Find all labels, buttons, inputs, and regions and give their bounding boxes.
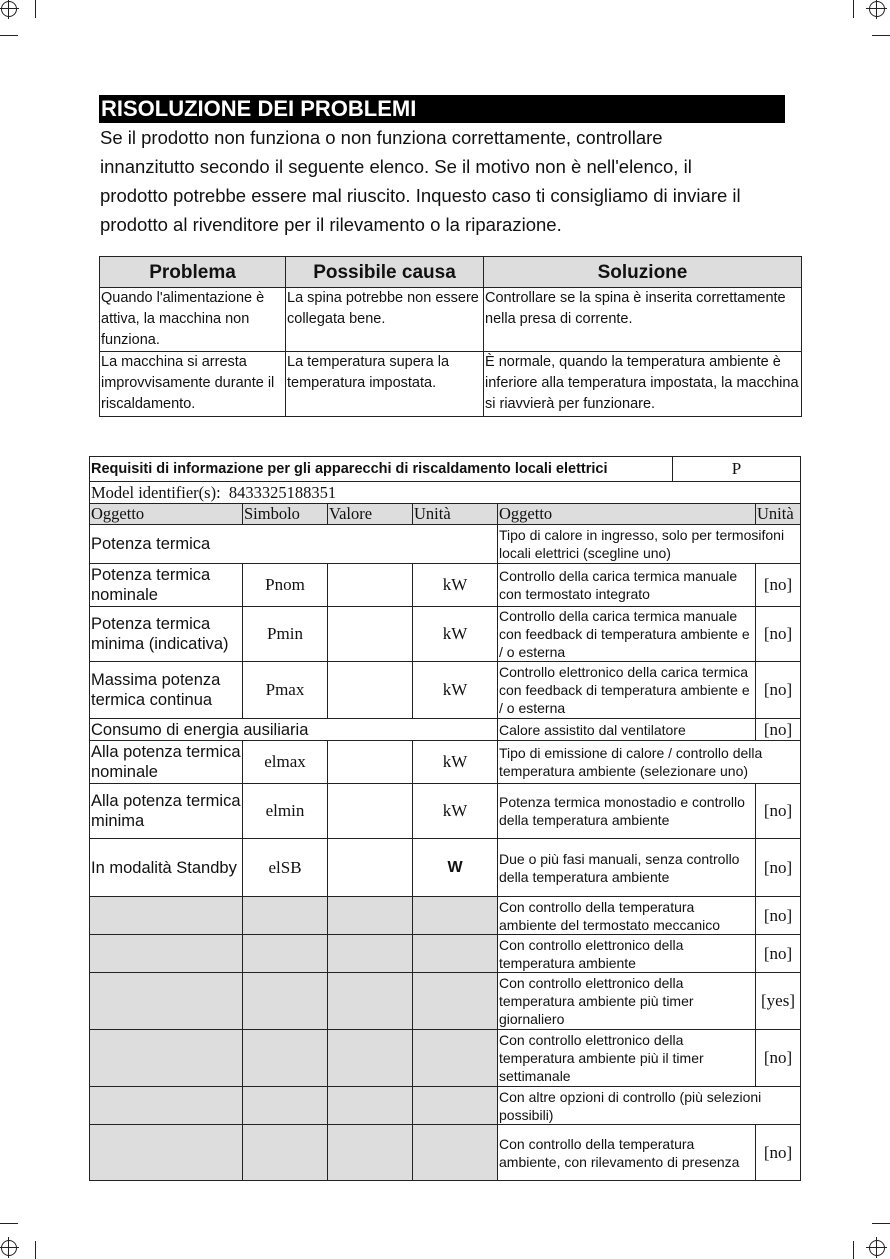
cell-item: Alla potenza termica nominale xyxy=(90,741,243,784)
header-simbolo: Simbolo xyxy=(243,504,328,525)
troubleshooting-table xyxy=(99,256,802,417)
empty-cell xyxy=(243,897,328,935)
table-row xyxy=(90,897,801,935)
section-emission: Tipo di emissione di calore / controllo della temperatura ambiente (selezionare uno) xyxy=(498,741,801,784)
empty-cell xyxy=(243,935,328,973)
table-row xyxy=(90,839,801,897)
header-oggetto: Oggetto xyxy=(90,504,243,525)
cell-unit: kW xyxy=(413,784,498,839)
cell-symbol: Pmax xyxy=(243,662,328,719)
cell-value xyxy=(328,784,413,839)
table-row xyxy=(90,564,801,607)
cell-item-right: Con controllo della temperatura ambiente del termostato meccanico xyxy=(498,897,756,935)
cell-unit-right: [no] xyxy=(756,784,801,839)
intro-paragraph xyxy=(100,123,830,239)
table-header-row xyxy=(100,257,802,288)
table-header-row xyxy=(90,504,801,525)
section-aux: Consumo di energia ausiliaria xyxy=(90,719,498,741)
section-heading: RISOLUZIONE DEI PROBLEMI xyxy=(99,95,785,123)
header-unita: Unità xyxy=(413,504,498,525)
cell-item: In modalità Standby xyxy=(90,839,243,897)
cell-unit-right: [no] xyxy=(756,1125,801,1181)
empty-cell xyxy=(90,973,243,1030)
empty-cell xyxy=(328,973,413,1030)
model-identifier xyxy=(90,482,801,504)
cell-item-right: Controllo della carica termica manuale con feedback di temperatura ambiente e / o esterna xyxy=(498,607,756,662)
cell-value xyxy=(328,839,413,897)
cell-item-right: Controllo della carica termica manuale con termostato integrato xyxy=(498,564,756,607)
crop-mark-icon xyxy=(0,1237,22,1259)
cell-unit-right: [no] xyxy=(756,897,801,935)
cell-unit: kW xyxy=(413,607,498,662)
empty-cell xyxy=(243,973,328,1030)
cell-item-right: Con controllo elettronico della temperatura ambiente più timer giornaliero xyxy=(498,973,756,1030)
section-power: Potenza termica xyxy=(90,525,498,564)
crop-mark-icon xyxy=(866,0,890,22)
header-oggetto-right: Oggetto xyxy=(498,504,756,525)
cell-unit: kW xyxy=(413,662,498,719)
table-row xyxy=(90,935,801,973)
cell-unit-right: [no] xyxy=(756,607,801,662)
cell-item-right: Con controllo elettronico della temperatura ambiente xyxy=(498,935,756,973)
model-value: 8433325188351 xyxy=(228,482,337,502)
table-row xyxy=(100,352,802,417)
intro-line: innanzitutto secondo il seguente elenco. Se il motivo non è nell'elenco, il xyxy=(100,156,692,177)
empty-cell xyxy=(328,1030,413,1087)
table-row xyxy=(90,741,801,784)
cell-unit: kW xyxy=(413,564,498,607)
cell-unit-right: [no] xyxy=(756,662,801,719)
info-title-right: P xyxy=(673,457,801,482)
cell-cause: La spina potrebbe non essere collegata bene. xyxy=(286,288,484,352)
empty-cell xyxy=(328,1087,413,1125)
header-valore: Valore xyxy=(328,504,413,525)
empty-cell xyxy=(413,1087,498,1125)
model-label: Model identifier(s): xyxy=(91,482,221,502)
empty-cell xyxy=(243,1087,328,1125)
cell-value xyxy=(328,662,413,719)
cell-item-right: Con altre opzioni di controllo (più selezioni possibili) xyxy=(498,1087,801,1125)
cell-item-right: Due o più fasi manuali, senza controllo della temperatura ambiente xyxy=(498,839,756,897)
cell-problem: Quando l'alimentazione è attiva, la macchina non funziona. xyxy=(100,288,286,352)
header-unita-right: Unità xyxy=(756,504,801,525)
cell-unit-right: [no] xyxy=(756,935,801,973)
empty-cell xyxy=(90,897,243,935)
cell-item-right: Controllo elettronico della carica termica con feedback di temperatura ambiente e / o esterna xyxy=(498,662,756,719)
cell-item-right: Con controllo della temperatura ambiente, con rilevamento di presenza xyxy=(498,1125,756,1181)
empty-cell xyxy=(328,935,413,973)
cell-solution: Controllare se la spina è inserita correttamente nella presa di corrente. xyxy=(484,288,802,352)
cell-solution: È normale, quando la temperatura ambiente è inferiore alla temperatura impostata, la macchina si riavvierà per funzionare. xyxy=(484,352,802,417)
cell-symbol: elSB xyxy=(243,839,328,897)
cell-symbol: Pnom xyxy=(243,564,328,607)
cell-symbol: Pmin xyxy=(243,607,328,662)
cell-item: Massima potenza termica continua xyxy=(90,662,243,719)
cell-unit: W xyxy=(413,839,498,897)
info-table xyxy=(89,503,801,1181)
cell-item: Alla potenza termica minima xyxy=(90,784,243,839)
empty-cell xyxy=(90,1125,243,1181)
empty-cell xyxy=(90,1087,243,1125)
cell-unit-right: [no] xyxy=(756,719,801,741)
info-title: Requisiti di informazione per gli apparecchi di riscaldamento locali elettrici xyxy=(90,457,673,482)
cell-cause: La temperatura supera la temperatura impostata. xyxy=(286,352,484,417)
cell-item-right: Potenza termica monostadio e controllo della temperatura ambiente xyxy=(498,784,756,839)
empty-cell xyxy=(413,1125,498,1181)
table-row xyxy=(90,1087,801,1125)
intro-line: prodotto al rivenditore per il rilevamento o la riparazione. xyxy=(100,214,562,235)
table-row xyxy=(90,662,801,719)
empty-cell xyxy=(413,935,498,973)
section-heat-input: Tipo di calore in ingresso, solo per termosifoni locali elettrici (scegline uno) xyxy=(498,525,801,564)
info-title-table xyxy=(89,456,801,504)
header-soluzione: Soluzione xyxy=(484,257,802,288)
empty-cell xyxy=(328,897,413,935)
cell-value xyxy=(328,564,413,607)
intro-line: prodotto potrebbe essere mal riuscito. Inquesto caso ti consigliamo di inviare il xyxy=(100,185,741,206)
empty-cell xyxy=(413,897,498,935)
cell-value xyxy=(328,741,413,784)
cell-item: Potenza termica nominale xyxy=(90,564,243,607)
cell-item-right: Calore assistito dal ventilatore xyxy=(498,719,756,741)
cell-unit: kW xyxy=(413,741,498,784)
table-row xyxy=(90,607,801,662)
empty-cell xyxy=(90,1030,243,1087)
table-row xyxy=(90,1125,801,1181)
cell-item-right: Con controllo elettronico della temperatura ambiente più il timer settimanale xyxy=(498,1030,756,1087)
empty-cell xyxy=(413,973,498,1030)
cell-unit-right: [no] xyxy=(756,1030,801,1087)
empty-cell xyxy=(243,1125,328,1181)
cell-value xyxy=(328,607,413,662)
cell-unit-right: [no] xyxy=(756,564,801,607)
empty-cell xyxy=(413,1030,498,1087)
cell-symbol: elmin xyxy=(243,784,328,839)
table-row xyxy=(90,525,801,564)
intro-line: Se il prodotto non funziona o non funziona correttamente, controllare xyxy=(100,127,663,148)
header-causa: Possibile causa xyxy=(286,257,484,288)
empty-cell xyxy=(90,935,243,973)
table-row xyxy=(100,288,802,352)
empty-cell xyxy=(243,1030,328,1087)
crop-mark-icon xyxy=(866,1237,890,1259)
cell-problem: La macchina si arresta improvvisamente durante il riscaldamento. xyxy=(100,352,286,417)
cell-symbol: elmax xyxy=(243,741,328,784)
cell-unit-right: [no] xyxy=(756,839,801,897)
table-row xyxy=(90,719,801,741)
cell-item: Potenza termica minima (indicativa) xyxy=(90,607,243,662)
table-row xyxy=(90,973,801,1030)
empty-cell xyxy=(328,1125,413,1181)
crop-mark-icon xyxy=(0,0,22,22)
table-row xyxy=(90,1030,801,1087)
header-problema: Problema xyxy=(100,257,286,288)
cell-unit-right: [yes] xyxy=(756,973,801,1030)
table-row xyxy=(90,784,801,839)
